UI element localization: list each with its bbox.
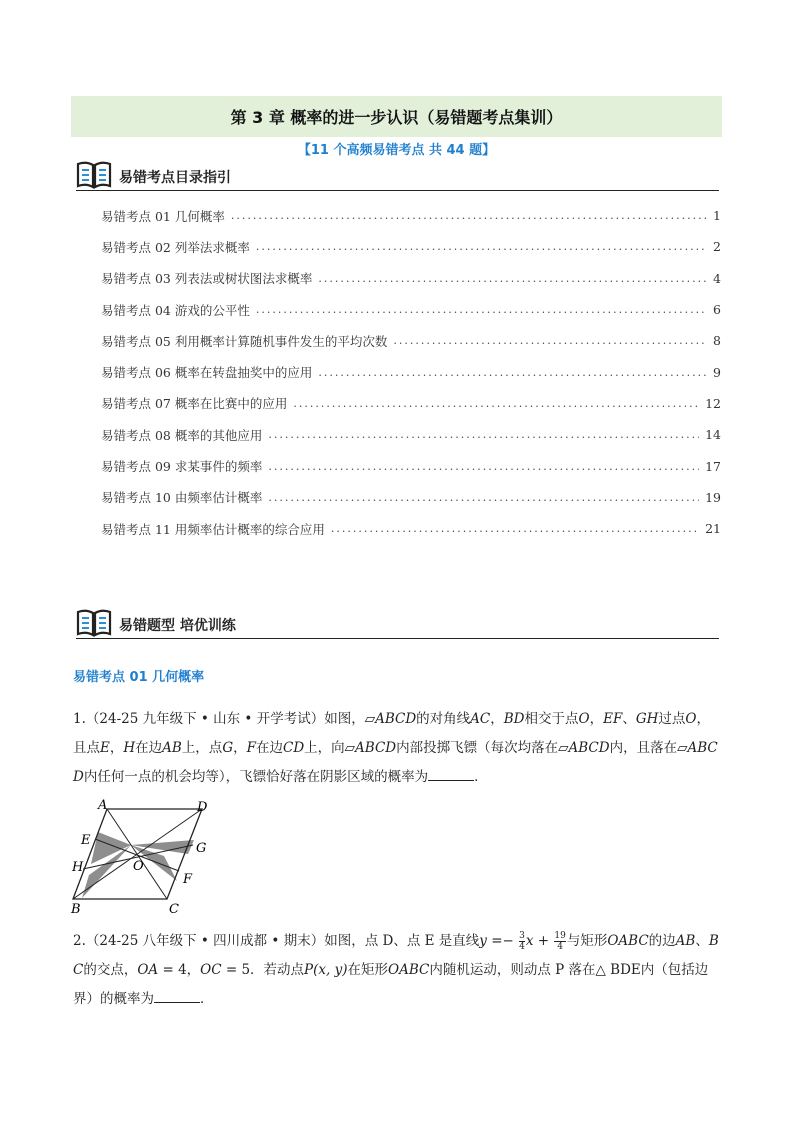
math-var: CD — [282, 740, 305, 756]
math-var: OC — [200, 962, 222, 978]
point-label-f: F — [183, 872, 193, 887]
point-label-d: D — [197, 800, 208, 815]
toc-item-label: 易错考点 01 几何概率 — [101, 208, 225, 224]
point-label-e: E — [81, 833, 91, 848]
question-text: 的对角线 — [416, 711, 471, 727]
answer-blank[interactable] — [154, 988, 200, 1003]
chapter-subtitle: 【11 个高频易错考点 共 44 题】 — [297, 143, 496, 158]
question-text: ． — [474, 769, 488, 785]
question-text: ，且点 — [73, 711, 710, 756]
question-text: 如图，点 D、点 E 是直线 — [324, 933, 480, 949]
question-text: = 5．若动点 — [221, 962, 305, 978]
question-text: + — [533, 933, 554, 949]
fraction-numerator: 19 — [554, 931, 566, 941]
toc-item-page: 9 — [713, 364, 721, 380]
toc-item-label: 易错考点 10 由频率估计概率 — [101, 490, 263, 506]
toc-item-page: 1 — [713, 208, 721, 224]
question-text: ， — [233, 740, 247, 756]
question-text: 、 — [622, 711, 636, 727]
toc-item[interactable] — [101, 513, 721, 544]
question-text: 在边 — [135, 740, 163, 756]
question-text: =− — [486, 933, 519, 949]
toc-leader — [293, 397, 699, 410]
math-var: O — [685, 711, 697, 727]
question-text: ， — [109, 740, 124, 756]
toc-item[interactable] — [101, 231, 721, 262]
toc-item[interactable] — [101, 294, 721, 325]
category-title: 易错考点 01 几何概率 — [73, 670, 205, 685]
question-text: 过点 — [658, 711, 686, 727]
math-var: OA — [137, 962, 159, 978]
toc-item-label: 易错考点 07 概率在比赛中的应用 — [101, 396, 288, 412]
question-source: （24-25 八年级下 • 四川成都 • 期末） — [85, 933, 325, 949]
math-var: AB — [162, 740, 182, 756]
math-var: H — [123, 740, 136, 756]
question-text: 的交点， — [83, 962, 138, 978]
question-text: 上，点 — [181, 740, 223, 756]
toc-item[interactable] — [101, 263, 721, 294]
toc-leader — [318, 366, 707, 379]
fraction-denominator: 4 — [519, 942, 525, 952]
toc-leader — [268, 460, 699, 473]
open-book-icon — [76, 609, 112, 637]
math-var: AB — [675, 933, 696, 949]
question-1 — [73, 705, 723, 792]
practice-heading: 易错题型 培优训练 — [119, 618, 236, 634]
toc-item[interactable] — [101, 419, 721, 450]
toc-item-page: 8 — [713, 333, 721, 349]
question-text: 如图，▱ — [324, 711, 376, 727]
toc-item[interactable] — [101, 356, 721, 387]
point-label-a: A — [98, 798, 108, 813]
toc-item[interactable] — [101, 200, 721, 231]
fraction — [519, 931, 525, 952]
toc-item-page: 19 — [705, 489, 721, 505]
math-var: ABCD — [355, 740, 397, 756]
toc-item-label: 易错考点 05 利用概率计算随机事件发生的平均次数 — [101, 333, 388, 349]
question-text: 、 — [695, 933, 709, 949]
math-var: y — [479, 933, 487, 949]
toc-item[interactable] — [101, 482, 721, 513]
math-var: E — [100, 740, 110, 756]
question-text: 的边 — [648, 933, 676, 949]
math-var: BC — [73, 933, 719, 978]
toc-item-page: 21 — [705, 521, 721, 537]
math-var: P(x, y) — [304, 962, 348, 978]
fraction-denominator: 4 — [557, 942, 563, 952]
question-number: 1. — [73, 711, 86, 727]
toc-item-label: 易错考点 11 用频率估计概率的综合应用 — [101, 521, 325, 537]
toc-item-page: 4 — [713, 270, 721, 286]
toc-item-label: 易错考点 04 游戏的公平性 — [101, 302, 250, 318]
math-var: OABC — [607, 933, 649, 949]
toc-section-header — [76, 160, 719, 191]
math-var: BD — [503, 711, 525, 727]
question-source: （24-25 九年级下 • 山东 • 开学考试） — [85, 711, 325, 727]
question-text: 内随机运动，则动点 P 落在△ BDE内（包括边界）的概率为 — [73, 962, 709, 1007]
toc-item-page: 2 — [713, 239, 721, 255]
math-var: EF — [603, 711, 623, 727]
chapter-title: 第 3 章 概率的进一步认识（易错题考点集训） — [71, 96, 722, 137]
math-var: G — [222, 740, 234, 756]
point-label-g: G — [196, 841, 207, 856]
question-text: 在边 — [255, 740, 283, 756]
answer-blank[interactable] — [428, 766, 474, 781]
math-var: x — [525, 933, 534, 949]
toc-item-label: 易错考点 03 列表法或树状图法求概率 — [101, 271, 313, 287]
toc-item-page: 14 — [705, 427, 721, 443]
point-label-b: B — [71, 902, 81, 915]
toc-leader — [256, 240, 707, 253]
toc-item[interactable] — [101, 325, 721, 356]
question-text: 与矩形 — [566, 933, 608, 949]
toc-list — [101, 200, 721, 544]
question-text: 相交于点 — [524, 711, 579, 727]
toc-leader — [268, 491, 699, 504]
question-text: ， — [589, 711, 604, 727]
question-text: 内，且落在▱ — [609, 740, 688, 756]
point-label-h: H — [72, 860, 84, 875]
question-2 — [73, 927, 723, 1014]
toc-item-label: 易错考点 06 概率在转盘抽奖中的应用 — [101, 365, 313, 381]
toc-leader — [256, 303, 707, 316]
toc-item-page: 12 — [705, 395, 721, 411]
toc-item-label: 易错考点 08 概率的其他应用 — [101, 427, 263, 443]
toc-leader — [318, 272, 707, 285]
toc-leader — [393, 334, 707, 347]
math-var: OABC — [388, 962, 430, 978]
question-text: = 4， — [158, 962, 201, 978]
toc-leader — [268, 428, 699, 441]
toc-leader — [331, 522, 699, 535]
open-book-icon — [76, 161, 112, 189]
math-var: GH — [635, 711, 659, 727]
question-text: ， — [490, 711, 504, 727]
parallelogram-figure — [70, 797, 220, 915]
point-label-o: O — [133, 859, 144, 874]
toc-item-label: 易错考点 09 求某事件的频率 — [101, 459, 263, 475]
question-text: ． — [200, 991, 214, 1007]
toc-item-page: 6 — [713, 302, 721, 318]
toc-item[interactable] — [101, 450, 721, 481]
math-var: ABCD — [568, 740, 610, 756]
question-number: 2. — [73, 933, 86, 949]
question-text: 上，向▱ — [304, 740, 356, 756]
math-var: AC — [470, 711, 491, 727]
practice-section-header — [76, 608, 719, 639]
question-text: 内部投掷飞镖（每次均落在▱ — [396, 740, 569, 756]
math-var: ABCD — [375, 711, 417, 727]
point-label-c: C — [169, 902, 179, 915]
fraction — [554, 931, 565, 952]
question-text: 内任何一点的机会均等），飞镖恰好落在阴影区域的概率为 — [83, 769, 429, 785]
toc-item[interactable] — [101, 388, 721, 419]
fraction-numerator: 3 — [519, 931, 525, 941]
toc-heading: 易错考点目录指引 — [119, 170, 231, 186]
math-var: ABCD — [73, 740, 718, 785]
math-var: F — [246, 740, 256, 756]
toc-leader — [231, 209, 707, 222]
math-var: O — [578, 711, 590, 727]
toc-item-label: 易错考点 02 列举法求概率 — [101, 239, 250, 255]
question-text: 在矩形 — [347, 962, 388, 978]
toc-item-page: 17 — [705, 458, 721, 474]
